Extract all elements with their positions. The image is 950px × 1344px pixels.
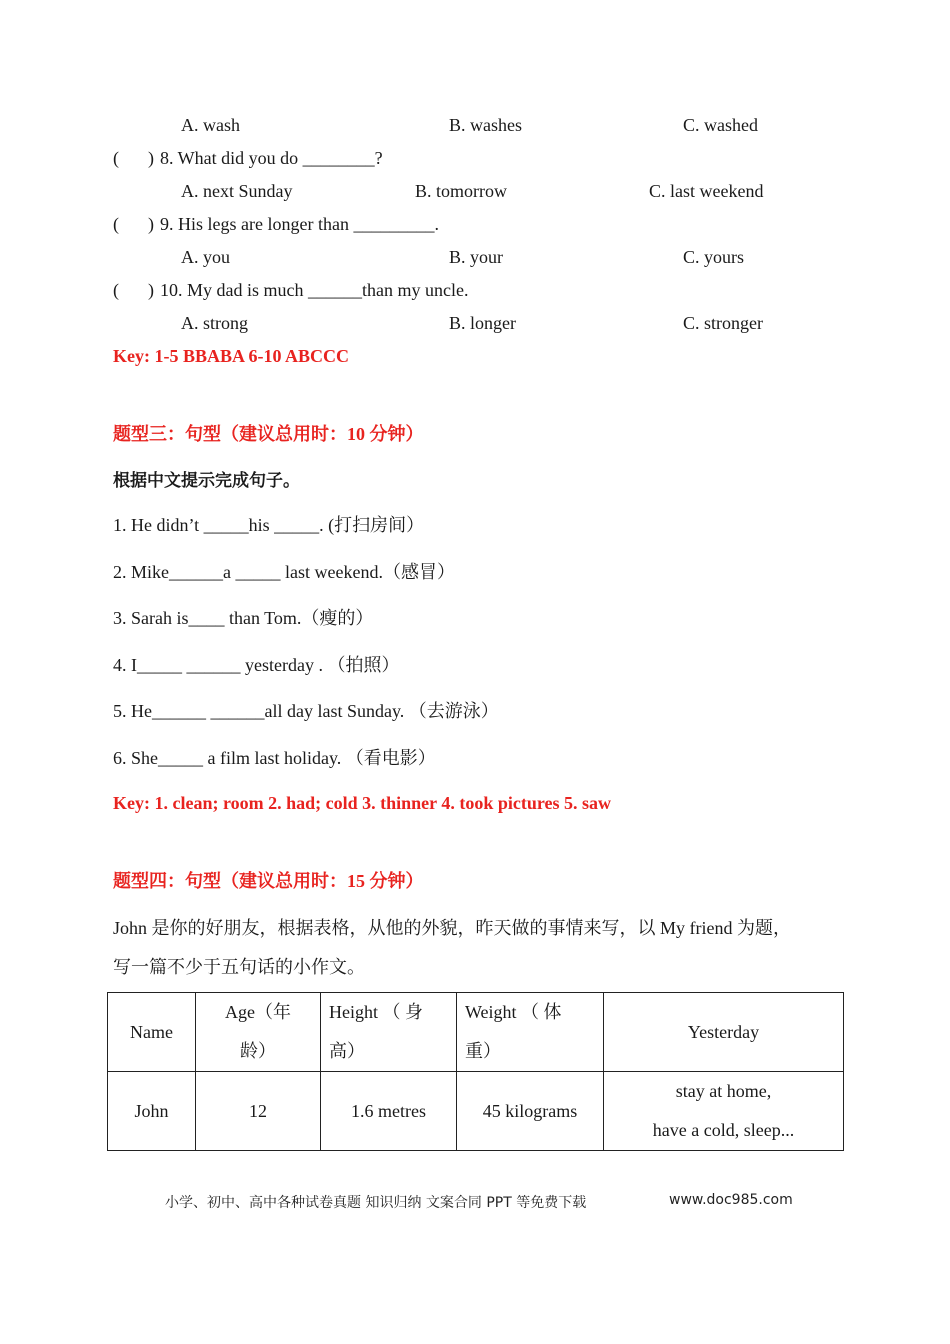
cell-yesterday-line1: stay at home, <box>675 1081 772 1101</box>
q9-option-c: C. yours <box>683 247 745 267</box>
header-height-line1: Height （ 身 <box>329 1002 423 1022</box>
footer-link[interactable]: www.doc985.com <box>669 1192 793 1208</box>
answer-key-2: Key: 1. clean; room 2. had; cold 3. thinner 4. took pictures 5. saw <box>113 793 611 813</box>
section3-item-4: 4. I_____ ______ yesterday . （拍照） <box>113 655 400 675</box>
q8-paren-close: ) <box>148 148 154 168</box>
cell-yesterday <box>604 1072 844 1151</box>
q9-option-b: B. your <box>449 247 503 267</box>
q7-option-c: C. washed <box>683 115 758 135</box>
q7-option-b: B. washes <box>449 115 522 135</box>
q8-option-b: B. tomorrow <box>415 181 507 201</box>
q7-option-a: A. wash <box>181 115 240 135</box>
table-header-row <box>108 993 844 1072</box>
cell-height: 1.6 metres <box>321 1072 457 1151</box>
header-height <box>321 993 457 1072</box>
info-table <box>107 992 844 1151</box>
header-weight <box>457 993 604 1072</box>
header-weight-line1: Weight （ 体 <box>465 1002 562 1022</box>
header-age-line2: 龄） <box>240 1041 276 1061</box>
q9-option-a: A. you <box>181 247 230 267</box>
section3-item-5: 5. He______ ______all day last Sunday. （去游泳） <box>113 701 499 721</box>
q8-option-c: C. last weekend <box>649 181 764 201</box>
header-age-line1: Age（年 <box>225 1002 291 1022</box>
section3-title: 题型三：句型（建议总用时：10 分钟） <box>113 424 424 444</box>
section3-item-3: 3. Sarah is____ than Tom.（瘦的） <box>113 608 374 628</box>
q8-paren-open: ( <box>113 148 119 168</box>
section3-item-6: 6. She_____ a film last holiday. （看电影） <box>113 748 436 768</box>
header-yesterday: Yesterday <box>604 993 844 1072</box>
header-height-line2: 高） <box>329 1041 365 1061</box>
q10-option-b: B. longer <box>449 313 516 333</box>
section4-prompt-line2: 写一篇不少于五句话的小作文。 <box>113 957 365 977</box>
q10-option-a: A. strong <box>181 313 248 333</box>
cell-name: John <box>108 1072 196 1151</box>
cell-age: 12 <box>196 1072 321 1151</box>
section4-title: 题型四：句型（建议总用时：15 分钟） <box>113 871 424 891</box>
q10-paren-open: ( <box>113 280 119 300</box>
header-weight-line2: 重） <box>465 1041 501 1061</box>
q9-paren-open: ( <box>113 214 119 234</box>
section3-item-1: 1. He didn’t _____his _____. (打扫房间） <box>113 515 425 535</box>
cell-weight: 45 kilograms <box>457 1072 604 1151</box>
footer-text: 小学、初中、高中各种试卷真题 知识归纳 文案合同 PPT 等免费下载 <box>165 1195 587 1211</box>
header-name: Name <box>108 993 196 1072</box>
table-row <box>108 1072 844 1151</box>
q10-option-c: C. stronger <box>683 313 763 333</box>
q9-paren-close: ) <box>148 214 154 234</box>
q8-stem: 8. What did you do ________? <box>160 148 383 168</box>
section3-instruction: 根据中文提示完成句子。 <box>113 471 300 490</box>
q9-stem: 9. His legs are longer than _________. <box>160 214 439 234</box>
q10-stem: 10. My dad is much ______than my uncle. <box>160 280 469 300</box>
q10-paren-close: ) <box>148 280 154 300</box>
cell-yesterday-line2: have a cold, sleep... <box>652 1120 795 1140</box>
header-age <box>196 993 321 1072</box>
section4-prompt-line1: John 是你的好朋友，根据表格，从他的外貌，昨天做的事情来写，以 My friend 为题， <box>113 918 791 938</box>
section3-item-2: 2. Mike______a _____ last weekend.（感冒） <box>113 562 455 582</box>
answer-key-1: Key: 1-5 BBABA 6-10 ABCCC <box>113 346 350 366</box>
q8-option-a: A. next Sunday <box>181 181 293 201</box>
